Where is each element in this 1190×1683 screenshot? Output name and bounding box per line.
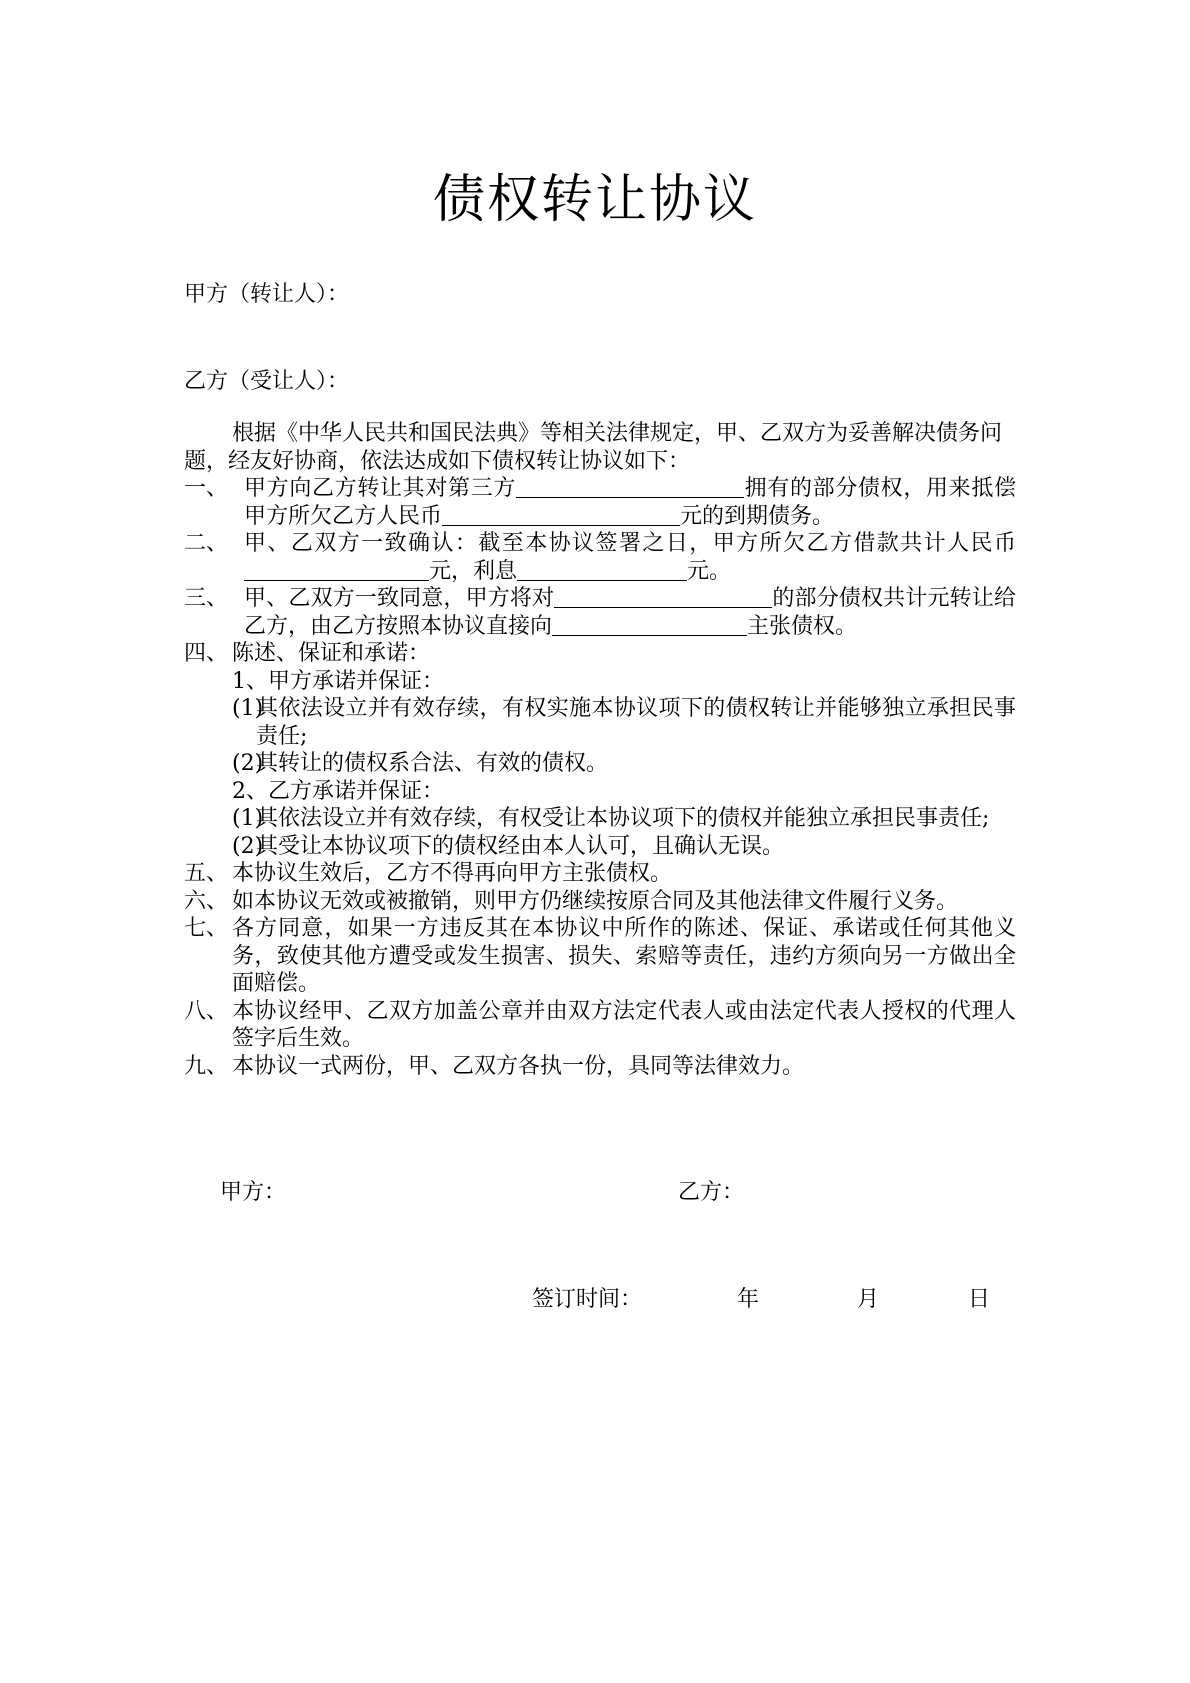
party-a-label: 甲方（转让人）： [184, 282, 350, 307]
debt-amount-blank [442, 505, 680, 526]
warranty-item: (2) 其受让本协议项下的债权经由本人认可，且确认无误。 [232, 833, 785, 859]
signature-party-b: 乙方： [678, 1180, 745, 1205]
party-b-warranty-title: 2、乙方承诺并保证： [232, 778, 444, 804]
party-b-label: 乙方（受让人）： [184, 369, 350, 394]
intro-paragraph: 根据《中华人民共和国民法典》等相关法律规定，甲、乙双方为妥善解决债务问题，经友好协商，依法达成如下债权转让协议如下： [184, 421, 1003, 474]
party-a-warranty-title: 1、甲方承诺并保证： [232, 668, 444, 694]
clause-number: 五、 [184, 861, 229, 886]
agreement-body [184, 420, 1016, 1080]
clause-5: 五、 本协议生效后，乙方不得再向甲方主张债权。 [184, 861, 673, 886]
document-title: 债权转让协议 [432, 170, 757, 230]
clause-8: 八、 本协议经甲、乙双方加盖公章并由双方法定代表人或由法定代表人授权的代理人签字后生效。 [184, 998, 1016, 1051]
clause-number: 三、 [184, 586, 229, 611]
loan-amount-blank [244, 560, 429, 581]
third-party-blank [516, 477, 744, 498]
clause-number: 八、 [184, 998, 229, 1024]
clause-7: 七、 各方同意，如果一方违反其在本协议中所作的陈述、保证、承诺或任何其他义务，致使其他方遭受或发生损害、损失、索赔等责任，违约方须向另一方做出全面赔偿。 [184, 916, 1016, 996]
clause-2: 二、 甲、乙双方一致确认：截至本协议签署之日，甲方所欠乙方借款共计人民币元，利息 元。 [184, 531, 1016, 584]
clause-6: 六、 如本协议无效或被撤销，则甲方仍继续按原合同及其他法律文件履行义务。 [184, 888, 959, 914]
interest-amount-blank [517, 560, 687, 581]
warranty-item: (1) 其依法设立并有效存续，有权受让本协议项下的债权并能独立承担民事责任; [232, 806, 990, 831]
debtor-blank [554, 587, 772, 608]
claim-target-blank [552, 615, 747, 636]
signing-month: 月 [857, 1287, 880, 1312]
warranty-item: (1) 其依法设立并有效存续，有权实施本协议项下的债权转让并能够独立承担民事责任; [232, 696, 1016, 749]
clause-3: 三、 甲、乙双方一致同意，甲方将对 的部分债权共计元转让给乙方，由乙方按照本协议直接向 主张债权。 [184, 586, 1016, 639]
clause-number: 四、 [184, 641, 229, 666]
clause-1: 一、 甲方向乙方转让其对第三方 拥有的部分债权，用来抵偿甲方所欠乙方人民币 元的到期债务。 [184, 476, 1016, 529]
clause-number: 七、 [184, 916, 229, 941]
signature-party-a: 甲方： [220, 1180, 287, 1205]
clause-9: 九、 本协议一式两份，甲、乙双方各执一份，具同等法律效力。 [184, 1053, 805, 1079]
clause-4: 四、 陈述、保证和承诺： [184, 641, 431, 666]
clause-number: 九、 [184, 1053, 229, 1079]
clause-number: 六、 [184, 888, 229, 914]
signing-year: 年 [737, 1287, 760, 1312]
signing-day: 日 [968, 1287, 991, 1312]
signing-date-label: 签订时间： [532, 1287, 643, 1312]
warranty-item: (2) 其转让的债权系合法、有效的债权。 [232, 751, 609, 776]
clause-number: 一、 [184, 476, 229, 501]
clause-number: 二、 [184, 531, 229, 556]
